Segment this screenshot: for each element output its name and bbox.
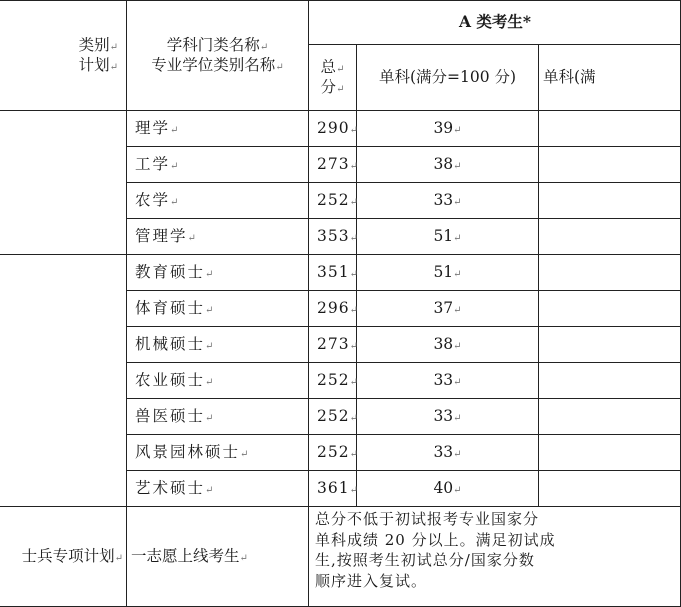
single-100-header-cell bbox=[357, 45, 539, 111]
table-row bbox=[0, 111, 681, 147]
group-2-category-cell bbox=[0, 255, 127, 507]
soldier-plan-label: 士兵专项计划 bbox=[21, 546, 115, 565]
subject-cell: 理学↵ bbox=[127, 111, 309, 147]
soldier-subject-cell: 一志愿上线考生↵ bbox=[127, 507, 309, 607]
single-other-cell bbox=[539, 219, 681, 255]
subject-cell: 机械硕士↵ bbox=[127, 327, 309, 363]
category-header-cell: 类别↵ 计划↵ bbox=[0, 1, 127, 111]
total-cell: 290↵ bbox=[309, 111, 357, 147]
single-other-header-cell bbox=[539, 45, 681, 111]
single-score-cell: 33↵ bbox=[357, 399, 539, 435]
subject-cell: 农学↵ bbox=[127, 183, 309, 219]
single-other-cell bbox=[539, 327, 681, 363]
soldier-note-line2: 单科成绩 20 分以上。满足初试成 bbox=[315, 530, 556, 549]
single-other-cell bbox=[539, 363, 681, 399]
total-cell: 273↵ bbox=[309, 327, 357, 363]
total-cell: 273↵ bbox=[309, 147, 357, 183]
soldier-note-line1: 总分不低于初试报考专业国家分 bbox=[315, 510, 540, 528]
subject-header-line2: 专业学位类别名称 bbox=[151, 55, 276, 74]
single-other-cell bbox=[539, 183, 681, 219]
single-score-cell: 38↵ bbox=[357, 147, 539, 183]
soldier-note-line4: 顺序进入复试。 bbox=[315, 572, 428, 591]
total-header-line2: 分 bbox=[320, 77, 337, 96]
single-score-cell: 51↵ bbox=[357, 255, 539, 291]
subject-cell: 工学↵ bbox=[127, 147, 309, 183]
single-score-cell: 40↵ bbox=[357, 471, 539, 507]
soldier-plan-cell: 士兵专项计划↵ bbox=[0, 507, 127, 607]
single-other-cell bbox=[539, 399, 681, 435]
subject-header-cell: 学科门类名称↵ 专业学位类别名称↵ bbox=[127, 1, 309, 111]
group-1-category-cell bbox=[0, 111, 127, 255]
total-cell: 353↵ bbox=[309, 219, 357, 255]
total-cell: 252↵ bbox=[309, 435, 357, 471]
single-score-cell: 33↵ bbox=[357, 363, 539, 399]
single-score-cell: 33↵ bbox=[357, 183, 539, 219]
total-cell: 252↵ bbox=[309, 399, 357, 435]
single-score-cell: 39↵ bbox=[357, 111, 539, 147]
single-score-cell: 33↵ bbox=[357, 435, 539, 471]
soldier-note-cell bbox=[309, 507, 681, 607]
subject-cell: 风景园林硕士↵ bbox=[127, 435, 309, 471]
single-other-cell bbox=[539, 291, 681, 327]
subject-cell: 艺术硕士↵ bbox=[127, 471, 309, 507]
subject-cell: 管理学↵ bbox=[127, 219, 309, 255]
single-other-header: 单科(满 bbox=[543, 67, 596, 86]
single-score-cell: 37↵ bbox=[357, 291, 539, 327]
single-score-cell: 51↵ bbox=[357, 219, 539, 255]
group-a-label: A 类考生* bbox=[459, 12, 532, 32]
single-100-header: 单科(满分=100 分) bbox=[378, 67, 517, 86]
subject-cell: 农业硕士↵ bbox=[127, 363, 309, 399]
subject-header-line1: 学科门类名称 bbox=[166, 36, 260, 55]
single-other-cell bbox=[539, 111, 681, 147]
total-header-cell: 总↵ 分↵ bbox=[309, 45, 357, 111]
total-cell: 351↵ bbox=[309, 255, 357, 291]
single-other-cell bbox=[539, 255, 681, 291]
single-other-cell bbox=[539, 471, 681, 507]
total-cell: 252↵ bbox=[309, 183, 357, 219]
total-cell: 296↵ bbox=[309, 291, 357, 327]
single-other-cell bbox=[539, 435, 681, 471]
soldier-note-line3: 生,按照考生初试总分/国家分数 bbox=[315, 551, 535, 570]
category-label: 类别 bbox=[78, 36, 110, 55]
total-cell: 361↵ bbox=[309, 471, 357, 507]
total-cell: 252↵ bbox=[309, 363, 357, 399]
table-row bbox=[0, 255, 681, 291]
header-row-1 bbox=[0, 1, 681, 45]
single-other-cell bbox=[539, 147, 681, 183]
soldier-subject-label: 一志愿上线考生 bbox=[131, 546, 240, 565]
plan-label: 计划 bbox=[78, 55, 110, 74]
single-score-cell: 38↵ bbox=[357, 327, 539, 363]
subject-cell: 兽医硕士↵ bbox=[127, 399, 309, 435]
group-a-header bbox=[309, 1, 681, 45]
subject-cell: 体育硕士↵ bbox=[127, 291, 309, 327]
soldier-plan-row bbox=[0, 507, 681, 607]
total-header-line1: 总 bbox=[320, 58, 337, 77]
subject-cell: 教育硕士↵ bbox=[127, 255, 309, 291]
